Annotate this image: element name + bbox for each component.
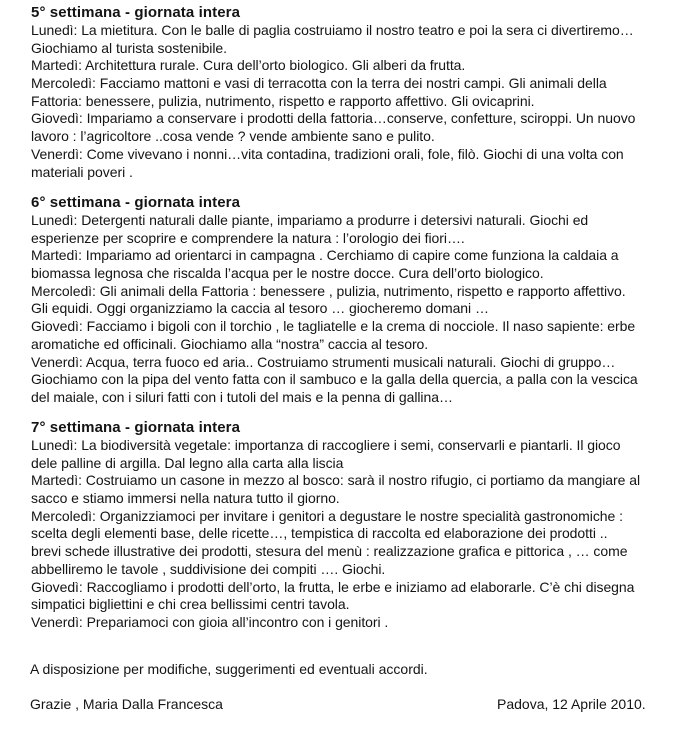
- week-7-section: [31, 419, 671, 632]
- week-5-line: Lunedì: La mietitura. Con le balle di paglia costruiamo il nostro teatro e poi la sera ci divertiremo…: [31, 22, 634, 38]
- availability-note: A disposizione per modifiche, suggerimenti ed eventuali accordi.: [30, 661, 428, 677]
- week-6-line: Gli equidi. Oggi organizziamo la caccia al tesoro … giocheremo domani …: [31, 300, 489, 317]
- week-7-line: Lunedì: La biodiversità vegetale: importanza di raccogliere i semi, conservarli e piantarli. Il gioco: [31, 437, 621, 453]
- week-6-line: esperienze per scoprire e comprendere la natura : l’orologio dei fiori….: [31, 229, 465, 246]
- week-7-line: dele palline di argilla. Dal legno alla carta alla liscia: [31, 454, 344, 471]
- week-5-line: Martedì: Architettura rurale. Cura dell’orto biologico. Gli alberi da frutta.: [31, 57, 466, 74]
- week-7-line: sacco e stiamo immersi nella natura tutto il giorno.: [31, 490, 340, 507]
- week-7-line: brevi schede illustrative dei prodotti, stesura del menù : realizzazione grafica e pittorica , … come: [31, 543, 628, 560]
- week-5-line: lavoro : l’agricoltore ..cosa vende ? vende ambiente sano e pulito.: [31, 128, 435, 145]
- week-5-title: 5° settimana - giornata intera: [31, 4, 241, 21]
- week-5-line: Mercoledì: Facciamo mattoni e vasi di terracotta con la terra dei nostri campi. Gli animali della: [31, 75, 607, 92]
- week-7-line: simpatici bigliettini e chi crea bellissimi centri tavola.: [31, 596, 350, 613]
- week-7-line: scelta degli elementi base, delle ricette…, tempistica di raccolta ed elaborazione dei prodotti ..: [31, 525, 608, 542]
- week-7-line: abbelliremo le tavole , suddivisione dei compiti …. Giochi.: [31, 560, 386, 577]
- week-6-line: Martedì: Impariamo ad orientarci in campagna . Cerchiamo di capire come funziona la caldaia a: [31, 247, 619, 264]
- week-6-line: Giochiamo con la pipa del vento fatta con il sambuco e la galla della quercia, a palla con la vescica: [31, 371, 638, 388]
- week-7-line: Mercoledì: Organizziamoci per invitare i genitori a degustare le nostre specialità gastronomiche :: [31, 507, 623, 524]
- week-6-section: [31, 194, 671, 407]
- week-6-line: Lunedì: Detergenti naturali dalle piante, impariamo a produrre i detersivi naturali. Giochi ed: [31, 212, 589, 228]
- week-6-line: Giovedì: Facciamo i bigoli con il torchio , le tagliatelle e la crema di nocciole. Il naso sapiente: erbe: [31, 318, 636, 335]
- week-7-line: Martedì: Costruiamo un casone in mezzo al bosco: sarà il nostro rifugio, ci portiamo da mangiare al: [31, 472, 641, 489]
- week-6-line: aromatiche ed officinali. Giochiamo alla “nostra” caccia al tesoro.: [31, 335, 429, 352]
- week-5-line: Giochiamo al turista sostenibile.: [31, 39, 227, 56]
- week-5-line: materiali poveri .: [31, 163, 133, 180]
- week-7-line: Venerdì: Prepariamoci con gioia all’incontro con i genitori .: [31, 613, 389, 630]
- week-6-line: Venerdì: Acqua, terra fuoco ed aria.. Costruiamo strumenti musicali naturali. Giochi di gruppo…: [31, 353, 616, 370]
- week-6-line: Mercoledì: Gli animali della Fattoria : benessere , pulizia, nutrimento, rispetto e rapporto affettivo.: [31, 282, 626, 299]
- week-6-line: biomassa legnosa che riscalda l’acqua per le nostre docce. Cura dell’orto biologico.: [31, 265, 544, 282]
- week-5-line: Fattoria: benessere, pulizia, nutrimento, rispetto e rapporto affettivo. Gli ovicaprini.: [31, 92, 535, 109]
- week-6-title: 6° settimana - giornata intera: [31, 194, 241, 211]
- week-7-line: Giovedì: Raccogliamo i prodotti dell’orto, la frutta, le erbe e iniziamo ad elaborarle. C’è chi disegna: [31, 578, 635, 595]
- signature: Grazie , Maria Dalla Francesca: [30, 696, 223, 712]
- week-5-line: Venerdì: Come vivevano i nonni…vita contadina, tradizioni orali, fole, filò. Giochi di una volta con: [31, 145, 624, 162]
- week-5-line: Giovedì: Impariamo a conservare i prodotti della fattoria…conserve, confetture, sciroppi. Un nuovo: [31, 110, 636, 127]
- week-7-title: 7° settimana - giornata intera: [31, 419, 241, 436]
- place-and-date: Padova, 12 Aprile 2010.: [497, 696, 646, 712]
- week-6-line: del maiale, con i siluri fatti con i tutoli del mais e la penna di gallina…: [31, 388, 453, 405]
- week-5-section: [31, 4, 671, 181]
